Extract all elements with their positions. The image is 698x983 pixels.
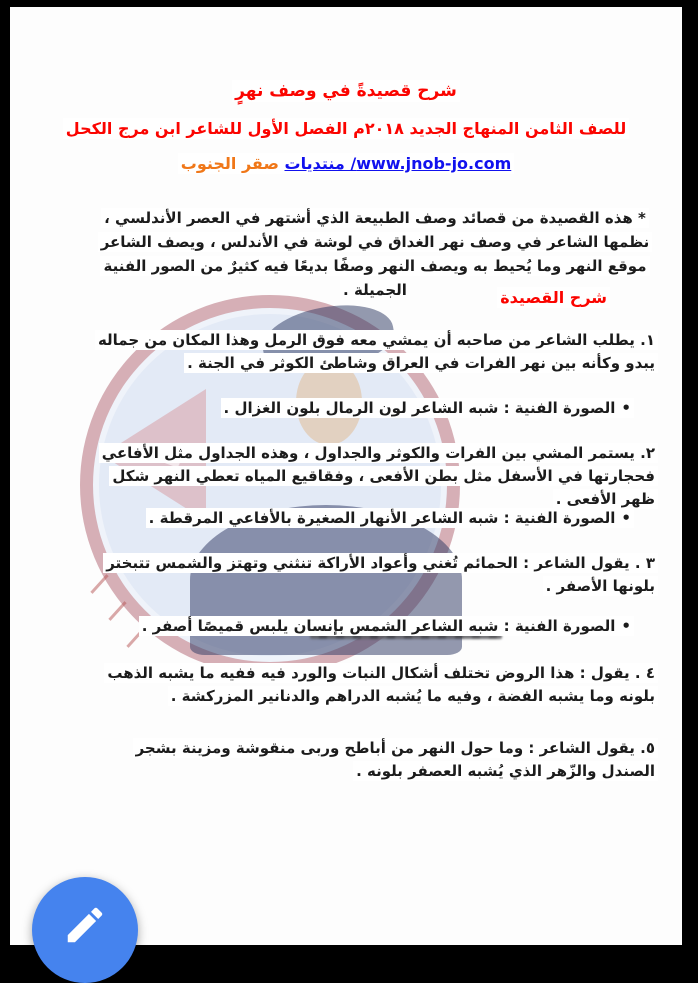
explanation-item-2: ٢. يستمر المشي بين الفرات والكوثر والجداول ، وهذه الجداول مثل الأفاعي فحجارتها في الأسفل مثل بطن الأفعى ، وفقاقيع المياه تعطي النهر شكل ظهر الأفعى . bbox=[78, 442, 658, 511]
bullet-icon: • bbox=[621, 509, 631, 527]
section-heading: شرح القصيدة bbox=[497, 288, 610, 307]
page-subtitle: للصف الثامن المنهاج الجديد ٢٠١٨م الفصل الأول للشاعر ابن مرج الكحل bbox=[10, 119, 682, 138]
page-title: شرح قصيدةً في وصف نهرٍ bbox=[10, 81, 682, 101]
explanation-item-5: ٥. يقول الشاعر : وما حول النهر من أباطح وربى منقوشة ومزينة بشجر الصندل والزّهر الذي يُشبه العصفر بلونه . bbox=[78, 737, 658, 783]
explanation-item-3: ٣ . يقول الشاعر : الحمائم تُغني وأعواد الأراكة تنثني وتهتز والشمس تتبختر بلونها الأصفر . bbox=[78, 552, 658, 598]
bullet-icon: • bbox=[621, 617, 631, 635]
art-image-note-2: •الصورة الفنية : شبه الشاعر الأنهار الصغيرة بالأفاعي المرقطة . bbox=[74, 507, 634, 529]
document-page bbox=[10, 7, 682, 945]
bullet-icon: • bbox=[621, 399, 631, 417]
forum-site-name: صقر الجنوب bbox=[180, 154, 279, 173]
edit-fab-button[interactable] bbox=[32, 877, 138, 983]
art-image-note-3: •الصورة الفنية : شبه الشاعر الشمس بإنسان يلبس قميصًا أصفر . bbox=[74, 615, 634, 637]
art-image-note-1: •الصورة الفنية : شبه الشاعر لون الرمال بلون الغزال . bbox=[74, 397, 634, 419]
explanation-item-1: ١. يطلب الشاعر من صاحبه أن يمشي معه فوق الرمل وهذا المكان من جماله يبدو وكأنه بين نهر الفرات في العراق وشاطئ الكوثر في الجنة . bbox=[78, 329, 658, 375]
intro-paragraph: * هذه القصيدة من قصائد وصف الطبيعة الذي أشتهر في العصر الأندلسي ، نظمها الشاعر في وصف نهر الغداق في لوشة في الأندلس ، ويصف الشاعر موقع النهر وما يُحيط به ويصف النهر وصفًا بديعًا فيه كثيرٌ من الصور الفنية الجميلة . bbox=[92, 206, 658, 302]
explanation-item-4: ٤ . يقول : هذا الروض تختلف أشكال النبات والورد فيه ففيه ما يشبه الذهب بلونه وما يشبه الفضة ، وفيه ما يُشبه الدراهم والدنانير المزركشة . bbox=[78, 662, 658, 708]
source-link-line bbox=[10, 154, 682, 173]
forum-link[interactable]: www.jnob-jo.com/ منتديات bbox=[284, 154, 512, 173]
pencil-icon bbox=[62, 910, 108, 951]
